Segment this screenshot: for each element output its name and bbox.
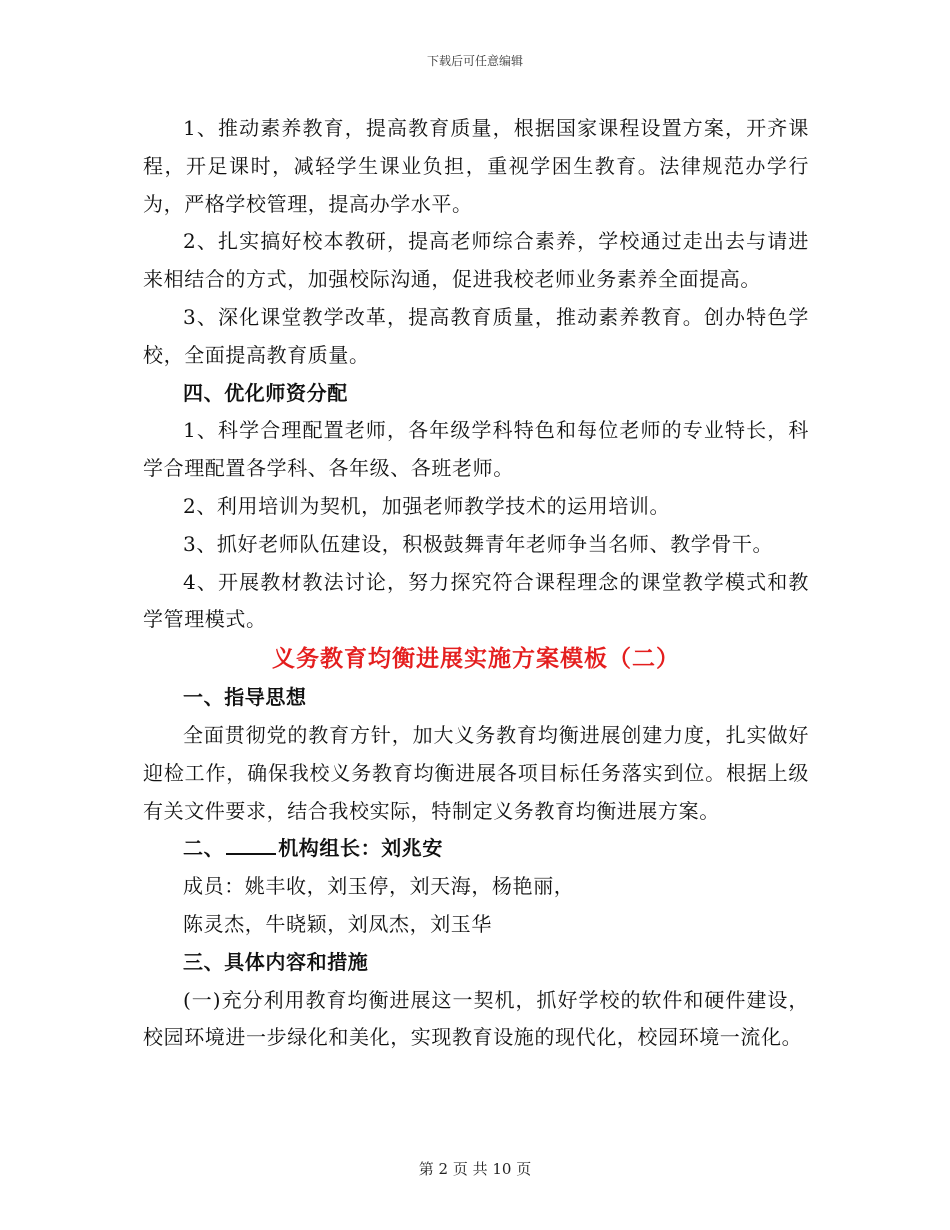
members-line-2: 陈灵杰，牛晓颖，刘凤杰，刘玉华 <box>183 911 492 936</box>
paragraph-2: 2、扎实搞好校本教研，提高老师综合素养，学校通过走出去与请进来相结合的方式，加强校际沟通，促进我校老师业务素养全面提高。 <box>143 229 809 292</box>
paragraph-3: 3、深化课堂教学改革，提高教育质量，推动素养教育。创办特色学校，全面提高教育质量。 <box>143 304 809 367</box>
heading-organization-suffix: 机构组长：刘兆安 <box>278 836 444 861</box>
heading-organization-prefix: 二、 <box>183 836 225 861</box>
paragraph-1: 1、推动素养教育，提高教育质量，根据国家课程设置方案，开齐课程，开足课时，减轻学生课业负担，重视学困生教育。法律规范办学行为，严格学校管理，提高办学水平。 <box>143 116 809 216</box>
section-title: 义务教育均衡进展实施方案模板（二） <box>272 646 680 673</box>
heading-measures: 三、具体内容和措施 <box>183 949 369 974</box>
page-header: 下载后可任意编辑 <box>426 54 523 68</box>
paragraph-6: 3、抓好老师队伍建设，积极鼓舞青年老师争当名师、教学骨干。 <box>183 531 774 556</box>
paragraph-4: 1、科学合理配置老师，各年级学科特色和每位老师的专业特长，科学合理配置各学科、各年级、各班老师。 <box>143 418 809 481</box>
page-footer: 第 2 页 共 10 页 <box>418 1160 532 1178</box>
paragraph-measures-1: (一)充分利用教育均衡进展这一契机，抓好学校的软件和硬件建设，校园环境进一步绿化和美化，实现教育设施的现代化，校园环境一流化。 <box>143 987 809 1050</box>
members-line-1: 成员：姚丰收，刘玉停，刘天海，杨艳丽， <box>183 874 575 899</box>
document-body <box>143 110 809 1057</box>
heading-guiding-thought: 一、指导思想 <box>183 685 307 710</box>
heading-optimize-teachers: 四、优化师资分配 <box>183 380 348 405</box>
heading-organization <box>143 830 809 868</box>
blank-underline <box>226 835 276 855</box>
paragraph-guiding-thought: 全面贯彻党的教育方针，加大义务教育均衡进展创建力度，扎实做好迎检工作，确保我校义务教育均衡进展各项目标任务落实到位。根据上级有关文件要求，结合我校实际，特制定义务教育均衡进展方案。 <box>143 722 809 823</box>
paragraph-7: 4、开展教材教法讨论，努力探究符合课程理念的课堂教学模式和教学管理模式。 <box>143 569 809 632</box>
paragraph-5: 2、利用培训为契机，加强老师教学技术的运用培训。 <box>183 493 671 518</box>
